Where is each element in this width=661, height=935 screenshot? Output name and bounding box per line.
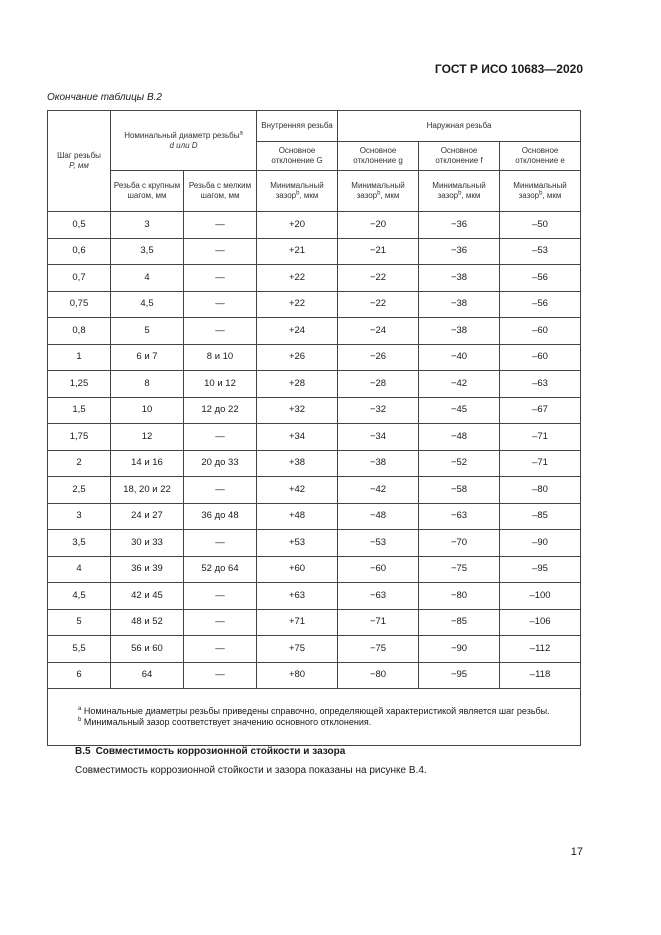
footnotes-cell — [48, 689, 581, 746]
table-cell: −80 — [419, 583, 500, 610]
thread-tolerance-table — [47, 110, 581, 746]
table-cell: –60 — [500, 318, 581, 345]
header-min-clearance: Минимальный зазор$^b$, мкм — [257, 171, 338, 212]
table-cell: 1,5 — [48, 397, 111, 424]
table-cell: — — [184, 265, 257, 292]
table-cell: +63 — [257, 583, 338, 610]
table-cell: 24 и 27 — [111, 503, 184, 530]
table-cell: +80 — [257, 662, 338, 689]
table-cell: — — [184, 662, 257, 689]
table-cell: –71 — [500, 424, 581, 451]
table-cell: +32 — [257, 397, 338, 424]
table-cell: −24 — [338, 318, 419, 345]
table-cell: 3 — [111, 212, 184, 239]
table-cell: –95 — [500, 556, 581, 583]
table-cell: +26 — [257, 344, 338, 371]
table-row — [48, 424, 581, 451]
table-cell: −28 — [338, 371, 419, 398]
table-cell: +60 — [257, 556, 338, 583]
table-cell: 64 — [111, 662, 184, 689]
table-cell: −58 — [419, 477, 500, 504]
table-cell: −38 — [419, 291, 500, 318]
table-cell: 0,6 — [48, 238, 111, 265]
table-cell: −36 — [419, 238, 500, 265]
table-cell: −71 — [338, 609, 419, 636]
table-cell: 56 и 60 — [111, 636, 184, 663]
header-external-thread: Наружная резьба — [338, 111, 581, 142]
table-cell: –106 — [500, 609, 581, 636]
table-cell: −70 — [419, 530, 500, 557]
table-cell: –50 — [500, 212, 581, 239]
table-row — [48, 238, 581, 265]
table-row — [48, 530, 581, 557]
table-row — [48, 609, 581, 636]
table-cell: −40 — [419, 344, 500, 371]
table-cell: −48 — [338, 503, 419, 530]
table-cell: 18, 20 и 22 — [111, 477, 184, 504]
section-heading — [75, 746, 345, 757]
table-cell: −26 — [338, 344, 419, 371]
table-cell: — — [184, 583, 257, 610]
header-pitch-unit: P, мм — [69, 161, 89, 170]
table-cell: 2,5 — [48, 477, 111, 504]
table-cell: 6 и 7 — [111, 344, 184, 371]
table-cell: 12 до 22 — [184, 397, 257, 424]
header-nominal-diameter-sub: d или D — [169, 140, 198, 150]
table-cell: — — [184, 609, 257, 636]
table-cell: −53 — [338, 530, 419, 557]
table-row — [48, 662, 581, 689]
table-cell: −75 — [338, 636, 419, 663]
table-cell: — — [184, 238, 257, 265]
table-cell: 4 — [111, 265, 184, 292]
table-cell: −21 — [338, 238, 419, 265]
section-paragraph: Совместимость коррозионной стойкости и зазора показаны на рисунке В.4. — [75, 765, 427, 776]
table-cell: –56 — [500, 291, 581, 318]
table-cell: 20 до 33 — [184, 450, 257, 477]
header-deviation-f: Основное отклонение f — [419, 142, 500, 171]
table-cell: –71 — [500, 450, 581, 477]
section-title: Совместимость коррозионной стойкости и зазора — [95, 746, 346, 757]
table-cell: −63 — [338, 583, 419, 610]
table-cell: 0,7 — [48, 265, 111, 292]
table-cell: +24 — [257, 318, 338, 345]
table-row — [48, 583, 581, 610]
table-cell: −48 — [419, 424, 500, 451]
table-cell: 36 до 48 — [184, 503, 257, 530]
table-cell: −38 — [419, 265, 500, 292]
header-nominal-diameter: Номинальный диаметр резьбы$^a$ d или D — [111, 111, 257, 171]
table-cell: −45 — [419, 397, 500, 424]
table-cell: 2 — [48, 450, 111, 477]
table-cell: 10 — [111, 397, 184, 424]
table-row — [48, 503, 581, 530]
table-row — [48, 291, 581, 318]
header-deviation-G: Основное отклонение G — [257, 142, 338, 171]
table-footnotes — [48, 689, 581, 746]
table-cell: –53 — [500, 238, 581, 265]
table-cell: −32 — [338, 397, 419, 424]
table-cell: 10 и 12 — [184, 371, 257, 398]
table-cell: +20 — [257, 212, 338, 239]
table-cell: 36 и 39 — [111, 556, 184, 583]
table-row — [48, 212, 581, 239]
table-cell: +22 — [257, 265, 338, 292]
table-cell: −60 — [338, 556, 419, 583]
table-caption: Окончание таблицы В.2 — [47, 92, 162, 103]
header-deviation-e: Основное отклонение e — [500, 142, 581, 171]
table-cell: 1 — [48, 344, 111, 371]
table-cell: 4,5 — [48, 583, 111, 610]
header-deviation-g: Основное отклонение g — [338, 142, 419, 171]
table-header — [48, 111, 581, 212]
table-cell: –80 — [500, 477, 581, 504]
table-cell: +22 — [257, 291, 338, 318]
table-cell: 0,5 — [48, 212, 111, 239]
table-row — [48, 397, 581, 424]
table-cell: 5,5 — [48, 636, 111, 663]
table-cell: –56 — [500, 265, 581, 292]
table-cell: 5 — [111, 318, 184, 345]
table-cell: 14 и 16 — [111, 450, 184, 477]
table-body — [48, 212, 581, 689]
table-cell: 0,8 — [48, 318, 111, 345]
table-cell: — — [184, 530, 257, 557]
table-cell: −36 — [419, 212, 500, 239]
table-cell: −38 — [338, 450, 419, 477]
table-cell: −42 — [338, 477, 419, 504]
table-row — [48, 556, 581, 583]
header-min-clearance: Минимальный зазор$^b$, мкм — [338, 171, 419, 212]
table-cell: 3,5 — [48, 530, 111, 557]
table-cell: −75 — [419, 556, 500, 583]
table-cell: — — [184, 212, 257, 239]
table-row — [48, 318, 581, 345]
table-cell: +71 — [257, 609, 338, 636]
table-cell: 30 и 33 — [111, 530, 184, 557]
table-cell: −90 — [419, 636, 500, 663]
table-cell: 1,25 — [48, 371, 111, 398]
table-cell: 0,75 — [48, 291, 111, 318]
table-cell: –85 — [500, 503, 581, 530]
footnote-a: $^a$ Номинальные диаметры резьбы приведены справочно, определяющей характеристикой является шаг резьбы. — [78, 705, 550, 716]
table-cell: 6 — [48, 662, 111, 689]
table-cell: +75 — [257, 636, 338, 663]
header-pitch: Шаг резьбы P, мм — [48, 111, 111, 212]
table-cell: 3 — [48, 503, 111, 530]
table-cell: — — [184, 636, 257, 663]
section-number: В.5 — [75, 746, 91, 757]
table-row — [48, 477, 581, 504]
table-cell: −22 — [338, 265, 419, 292]
table-cell: 1,75 — [48, 424, 111, 451]
table-cell: −63 — [419, 503, 500, 530]
table-cell: –112 — [500, 636, 581, 663]
table-cell: −22 — [338, 291, 419, 318]
table-cell: −95 — [419, 662, 500, 689]
table-cell: −52 — [419, 450, 500, 477]
table-row — [48, 450, 581, 477]
table-cell: –90 — [500, 530, 581, 557]
header-coarse-pitch: Резьба с крупным шагом, мм — [111, 171, 184, 212]
header-internal-thread: Внутренняя резьба — [257, 111, 338, 142]
table-cell: +34 — [257, 424, 338, 451]
header-min-clearance: Минимальный зазор$^b$, мкм — [419, 171, 500, 212]
table-cell: –100 — [500, 583, 581, 610]
table-cell: 5 — [48, 609, 111, 636]
table-row — [48, 344, 581, 371]
table-cell: –60 — [500, 344, 581, 371]
table-cell: −34 — [338, 424, 419, 451]
table-cell: — — [184, 477, 257, 504]
table-cell: −38 — [419, 318, 500, 345]
table-cell: –63 — [500, 371, 581, 398]
table-row — [48, 371, 581, 398]
header-fine-pitch: Резьба с мелким шагом, мм — [184, 171, 257, 212]
table-cell: +21 — [257, 238, 338, 265]
table-cell: −42 — [419, 371, 500, 398]
table-cell: — — [184, 318, 257, 345]
table-cell: −80 — [338, 662, 419, 689]
header-min-clearance: Минимальный зазор$^b$, мкм — [500, 171, 581, 212]
table-cell: +48 — [257, 503, 338, 530]
table-cell: 52 до 64 — [184, 556, 257, 583]
table-cell: 42 и 45 — [111, 583, 184, 610]
table-cell: 8 и 10 — [184, 344, 257, 371]
table-cell: +42 — [257, 477, 338, 504]
table-cell: — — [184, 291, 257, 318]
table-cell: −20 — [338, 212, 419, 239]
table-row — [48, 636, 581, 663]
table-cell: 12 — [111, 424, 184, 451]
table-cell: 4 — [48, 556, 111, 583]
table-cell: +38 — [257, 450, 338, 477]
table-cell: 8 — [111, 371, 184, 398]
table-cell: 3,5 — [111, 238, 184, 265]
table-cell: — — [184, 424, 257, 451]
table-row — [48, 265, 581, 292]
footnote-b: $^b$ Минимальный зазор соответствует значению основного отклонения. — [78, 717, 372, 727]
table-cell: +53 — [257, 530, 338, 557]
table-cell: 48 и 52 — [111, 609, 184, 636]
page-number: 17 — [570, 846, 583, 858]
table-cell: –118 — [500, 662, 581, 689]
table-cell: 4,5 — [111, 291, 184, 318]
table-cell: –67 — [500, 397, 581, 424]
table-cell: +28 — [257, 371, 338, 398]
standard-code: ГОСТ Р ИСО 10683—2020 — [434, 62, 583, 76]
table-cell: −85 — [419, 609, 500, 636]
